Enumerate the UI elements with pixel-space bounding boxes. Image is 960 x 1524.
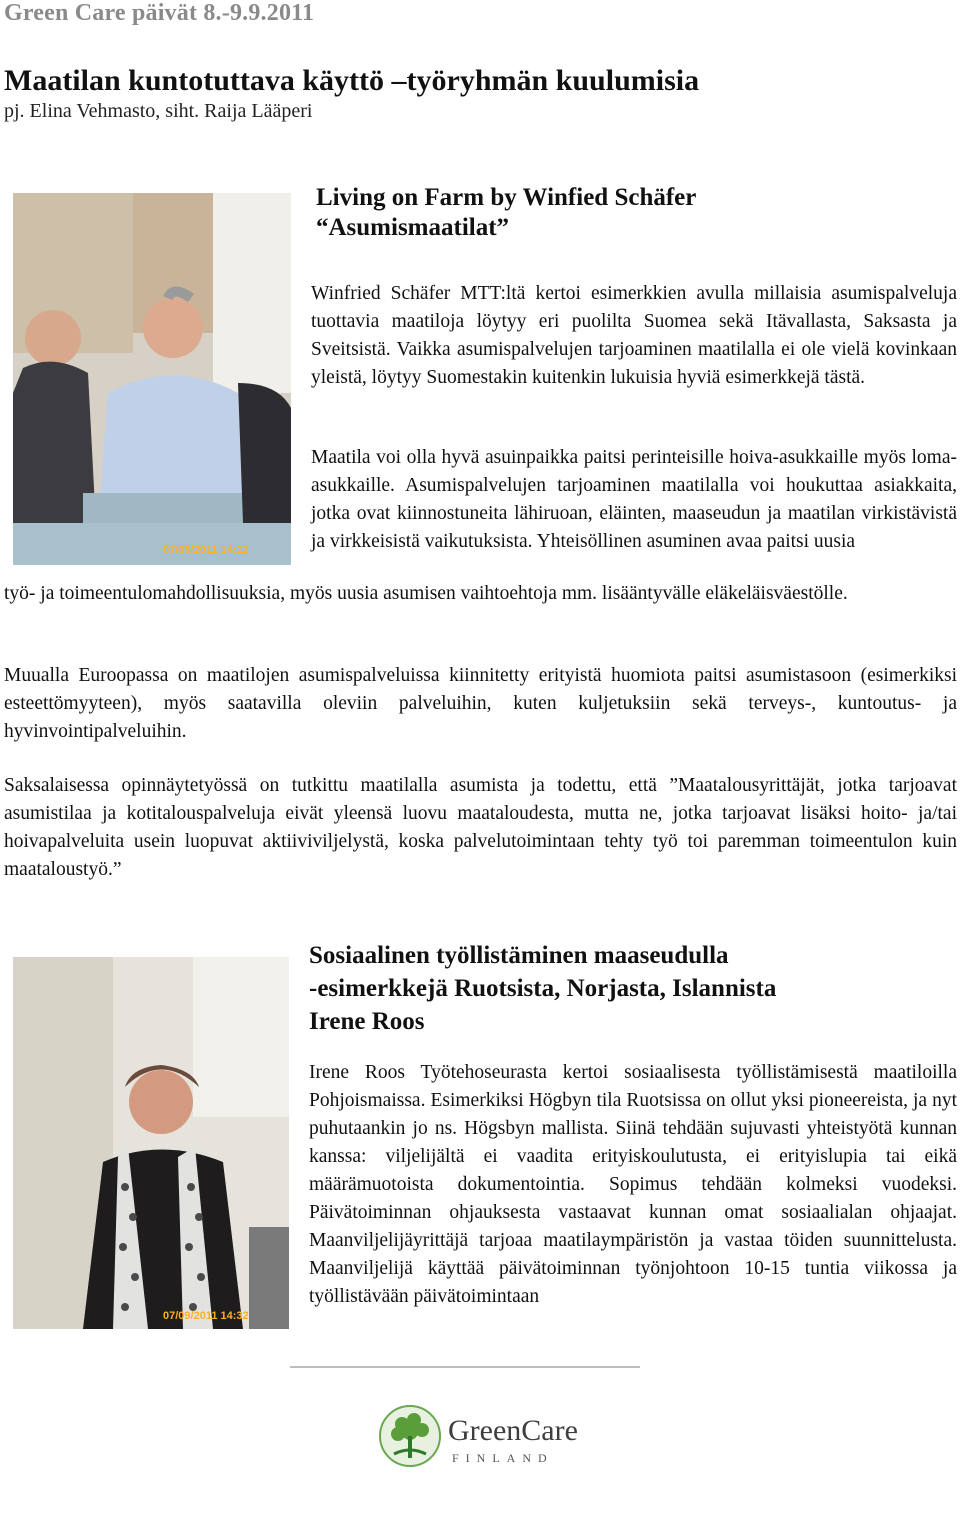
section1-para1-text: Winfried Schäfer MTT:ltä kertoi esimerkkien avulla millaisia asumispalveluja tuottavia maatiloja löytyy eri puolilta Suomea sekä Itävallasta, Saksasta ja Sveitsistä. Vaikka asumispalvelujen tarjoaminen maatilalla ei ole vielä kovinkaan yleistä, löytyy Suomestakin kuitenkin lukuisia hyviä esimerkkejä tästä.	[311, 283, 957, 388]
section1-title	[316, 183, 696, 243]
greencare-logo-graphic	[378, 1402, 598, 1472]
photo-timestamp: 07/09/2011 14:12	[163, 544, 249, 556]
greencare-finland-logo	[378, 1402, 598, 1472]
section2-paragraph1	[309, 1059, 957, 1311]
section2-title	[309, 939, 776, 1038]
section1-paragraph2-narrow	[311, 444, 957, 556]
photo-winfried-schafer	[13, 193, 291, 565]
section1-para2-cont-text: työ- ja toimeentulomahdollisuuksia, myös uusia asumisen vaihtoehtoja mm. lisääntyvälle eläkeläisväestölle.	[4, 583, 848, 604]
logo-subtitle: FINLAND	[452, 1451, 554, 1465]
photo-timestamp-2: 07/09/2011 14:32	[163, 1310, 249, 1322]
footer-divider	[290, 1366, 640, 1368]
section1-para4-text: Saksalaisessa opinnäytetyössä on tutkittu maatilalla asumista ja todettu, että ”Maatalousyrittäjät, jotka tarjoavat asumistilaa ja kotitalouspalveluja eivät yleensä luovu maataloudesta, mutta ne, jotka tarjoavat lisäksi hoito- ja/tai hoivapalveluita usein luopuvat aktiiviviljelystä, koska palvelutoimintaan tehty työ toi paremman toimeentulon kuin maataloustyö.”	[4, 775, 957, 880]
section1-para3-text: Muualla Euroopassa on maatilojen asumispalveluissa kiinnitetty erityistä huomiota paitsi asumistasoon (esimerkiksi esteettömyyteen), myös saatavilla oleviin palveluihin, kuten kuljetuksiin sekä terveys-, kuntoutus- ja hyvinvointipalveluihin.	[4, 665, 957, 742]
logo-wordmark: GreenCare	[448, 1414, 578, 1447]
section1-paragraph2-wide	[4, 580, 957, 608]
authors-line: pj. Elina Vehmasto, siht. Raija Lääperi	[4, 100, 313, 122]
section1-title-line2: “Asumismaatilat”	[316, 214, 510, 241]
section1-paragraph4	[4, 772, 957, 884]
photo-illustration	[13, 193, 291, 565]
section2-title-line1: Sosiaalinen työllistäminen maaseudulla	[309, 942, 729, 969]
page-title: Maatilan kuntotuttava käyttö –työryhmän kuulumisia	[4, 64, 700, 97]
event-header: Green Care päivät 8.-9.9.2011	[4, 0, 315, 26]
section1-title-line1: Living on Farm by Winfied Schäfer	[316, 184, 697, 211]
section2-para1-text: Irene Roos Työtehoseurasta kertoi sosiaalisesta työllistämisestä maatiloilla Pohjoismaissa. Esimerkiksi Högbyn tila Ruotsissa on ollut yksi pioneereista, ja nyt puhutaankin jo ns. Högsbyn mallista. Siinä tehdään sujuvasti yhteistyötä kunnan kanssa: viljelijältä ei vaadita erityiskoulutusta, ei erityislupia tai eikä määrämuotoista dokumentointia. Sopimus tehdään kolmeksi vuodeksi. Päivätoiminnan ohjauksesta vastaavat kunnan omat sosiaalialan ohjaajat. Maanviljelijäyrittäjä tarjoaa maatilaympäristön ja vastaa töiden suunnittelusta. Maanviljelijä käyttää päivätoiminnan työnjohtoon 10-15 tuntia viikossa ja työllistävään päivätoimintaan	[309, 1062, 957, 1307]
photo-irene-roos	[13, 957, 289, 1329]
section1-paragraph3	[4, 662, 957, 746]
section2-title-line2: -esimerkkejä Ruotsista, Norjasta, Islannista	[309, 975, 777, 1002]
section2-title-line3: Irene Roos	[309, 1008, 425, 1035]
photo-illustration-2	[13, 957, 289, 1329]
section1-para2-text: Maatila voi olla hyvä asuinpaikka paitsi perinteisille hoiva-asukkaille myös loma-asukkaille. Asumispalvelujen tarjoaminen maatilalla voi houkuttaa asiakkaita, jotka ovat kiinnostuneita lähiruoan, eläinten, maaseudun ja maatilan virkistävistä ja virkkeisistä vaikutuksista. Yhteisöllinen asuminen avaa paitsi uusia	[311, 447, 957, 552]
section1-paragraph1	[311, 280, 957, 392]
